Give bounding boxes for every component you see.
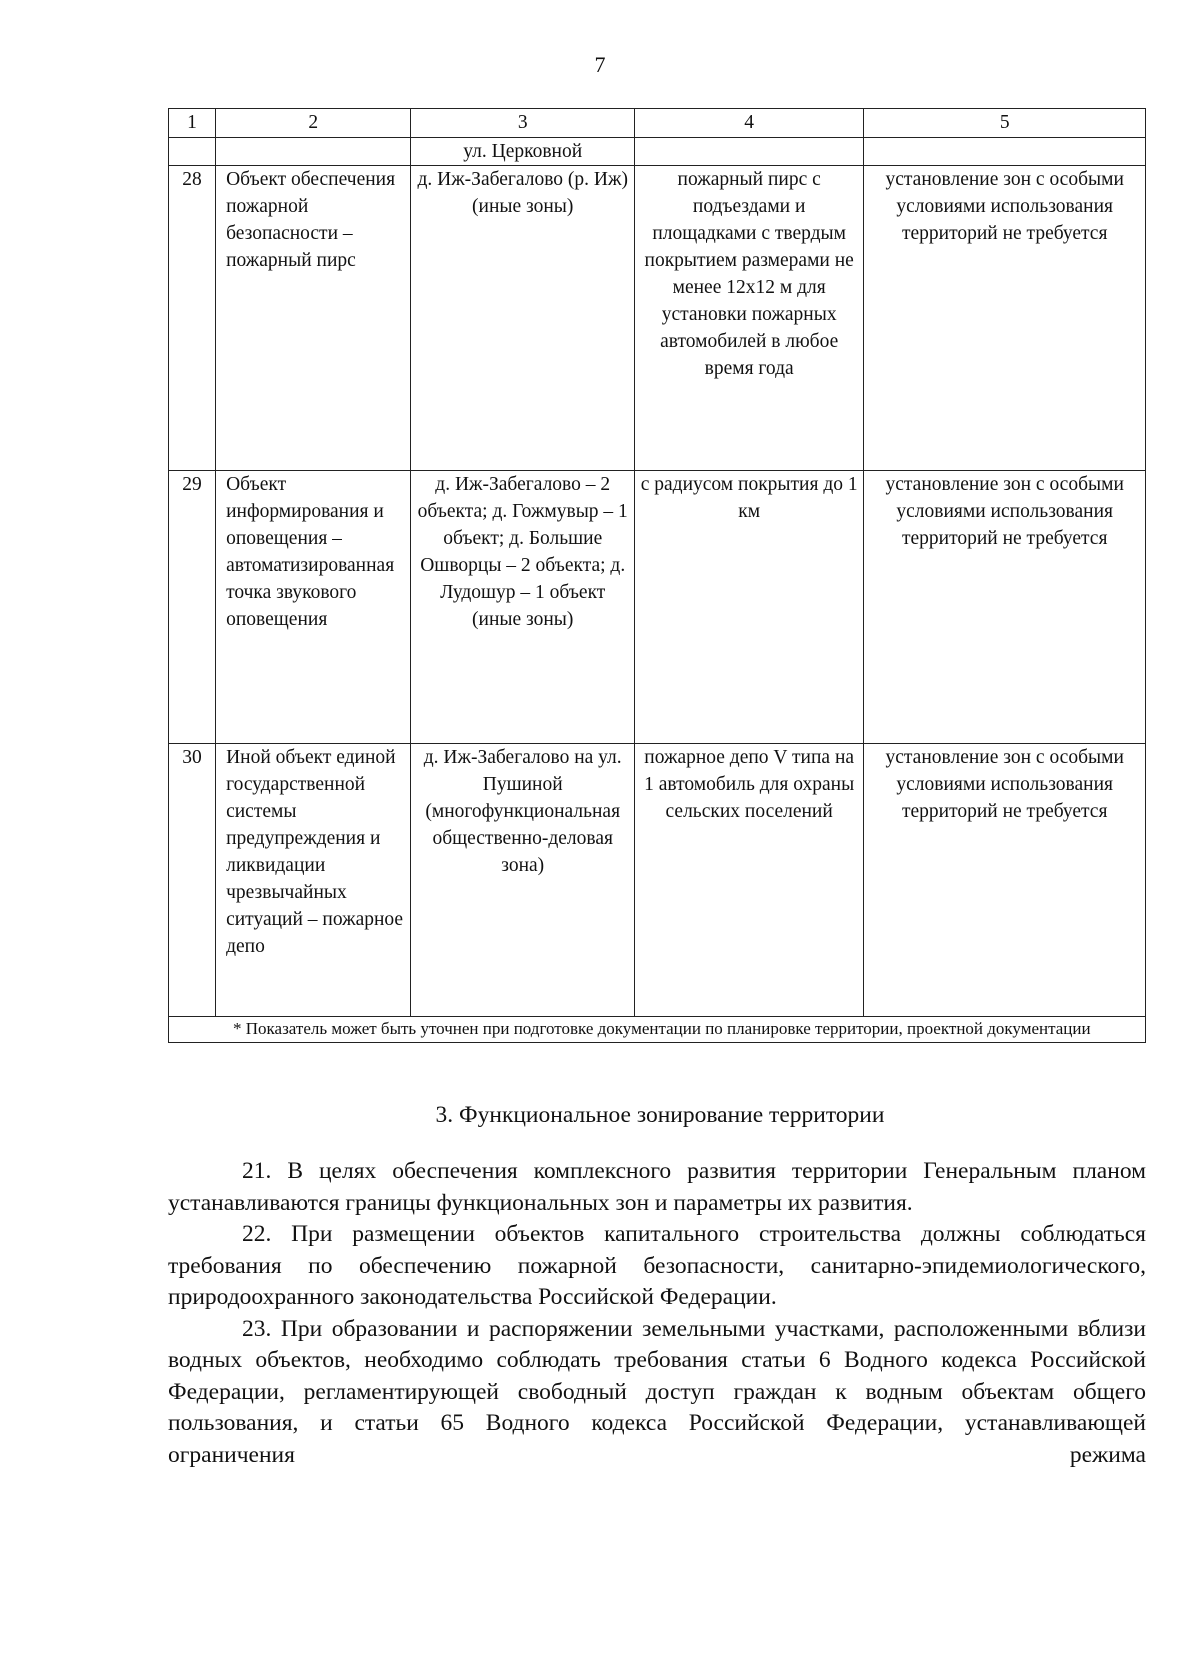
- table-cell: [216, 138, 411, 166]
- paragraph-23: 23. При образовании и распоряжении земельными участками, расположенными вблизи водных объектов, необходимо соблюдать требования статьи 6 Водного кодекса Российской Федерации, регламентирующей свободный доступ граждан к водным объектам общего пользования, и статьи 65 Водного кодекса Российской Федерации, устанавливающей ограничения режима: [168, 1315, 1146, 1468]
- object-name: Объект обеспечения пожарной безопасности – пожарный пирс: [216, 166, 411, 471]
- table-row-continuation: [169, 138, 1146, 166]
- table-cell: [864, 138, 1146, 166]
- table-cell: [634, 138, 863, 166]
- objects-table: [168, 108, 1146, 1043]
- header-col-5: 5: [864, 109, 1146, 138]
- object-characteristics: с радиусом покрытия до 1 км: [634, 471, 863, 744]
- table-cell: [169, 138, 216, 166]
- section-title: 3. Функциональное зонирование территории: [435, 1102, 885, 1128]
- body-text: [168, 1156, 1146, 1471]
- row-number: 29: [169, 471, 216, 744]
- table-footnote: * Показатель может быть уточнен при подготовке документации по планировке территории, проектной документации: [169, 1017, 1146, 1043]
- paragraph-22: 22. При размещении объектов капитального строительства должны соблюдаться требования по обеспечению пожарной безопасности, санитарно-эпидемиологического, природоохранного законодательства Российской Федерации.: [168, 1221, 1146, 1310]
- table-row: [169, 744, 1146, 1017]
- header-col-4: 4: [634, 109, 863, 138]
- object-zones: установление зон с особыми условиями использования территорий не требуется: [864, 166, 1146, 471]
- object-characteristics: пожарное депо V типа на 1 автомобиль для охраны сельских поселений: [634, 744, 863, 1017]
- object-location: д. Иж-Забегалово (р. Иж) (иные зоны): [411, 166, 634, 471]
- object-location: д. Иж-Забегалово на ул. Пушиной (многофункциональная общественно-деловая зона): [411, 744, 634, 1017]
- table-footnote-row: [169, 1017, 1146, 1043]
- object-name: Иной объект единой государственной системы предупреждения и ликвидации чрезвычайных ситуаций – пожарное депо: [216, 744, 411, 1017]
- object-characteristics: пожарный пирс с подъездами и площадками с твердым покрытием размерами не менее 12х12 м для установки пожарных автомобилей в любое время года: [634, 166, 863, 471]
- header-col-3: 3: [411, 109, 634, 138]
- row-number: 28: [169, 166, 216, 471]
- object-location: д. Иж-Забегалово – 2 объекта; д. Гожмувыр – 1 объект; д. Большие Ошворцы – 2 объекта; д. Лудошур – 1 объект (иные зоны): [411, 471, 634, 744]
- object-name: Объект информирования и оповещения – автоматизированная точка звукового оповещения: [216, 471, 411, 744]
- table-header-row: [169, 109, 1146, 138]
- row-number: 30: [169, 744, 216, 1017]
- header-col-1: 1: [169, 109, 216, 138]
- object-zones: установление зон с особыми условиями использования территорий не требуется: [864, 744, 1146, 1017]
- table-row: [169, 471, 1146, 744]
- paragraph-21: 21. В целях обеспечения комплексного развития территории Генеральным планом устанавливаются границы функциональных зон и параметры их развития.: [168, 1158, 1146, 1216]
- header-col-2: 2: [216, 109, 411, 138]
- table-row: [169, 166, 1146, 471]
- page-number: 7: [594, 52, 606, 77]
- table-cell-location: ул. Церковной: [411, 138, 634, 166]
- object-zones: установление зон с особыми условиями использования территорий не требуется: [864, 471, 1146, 744]
